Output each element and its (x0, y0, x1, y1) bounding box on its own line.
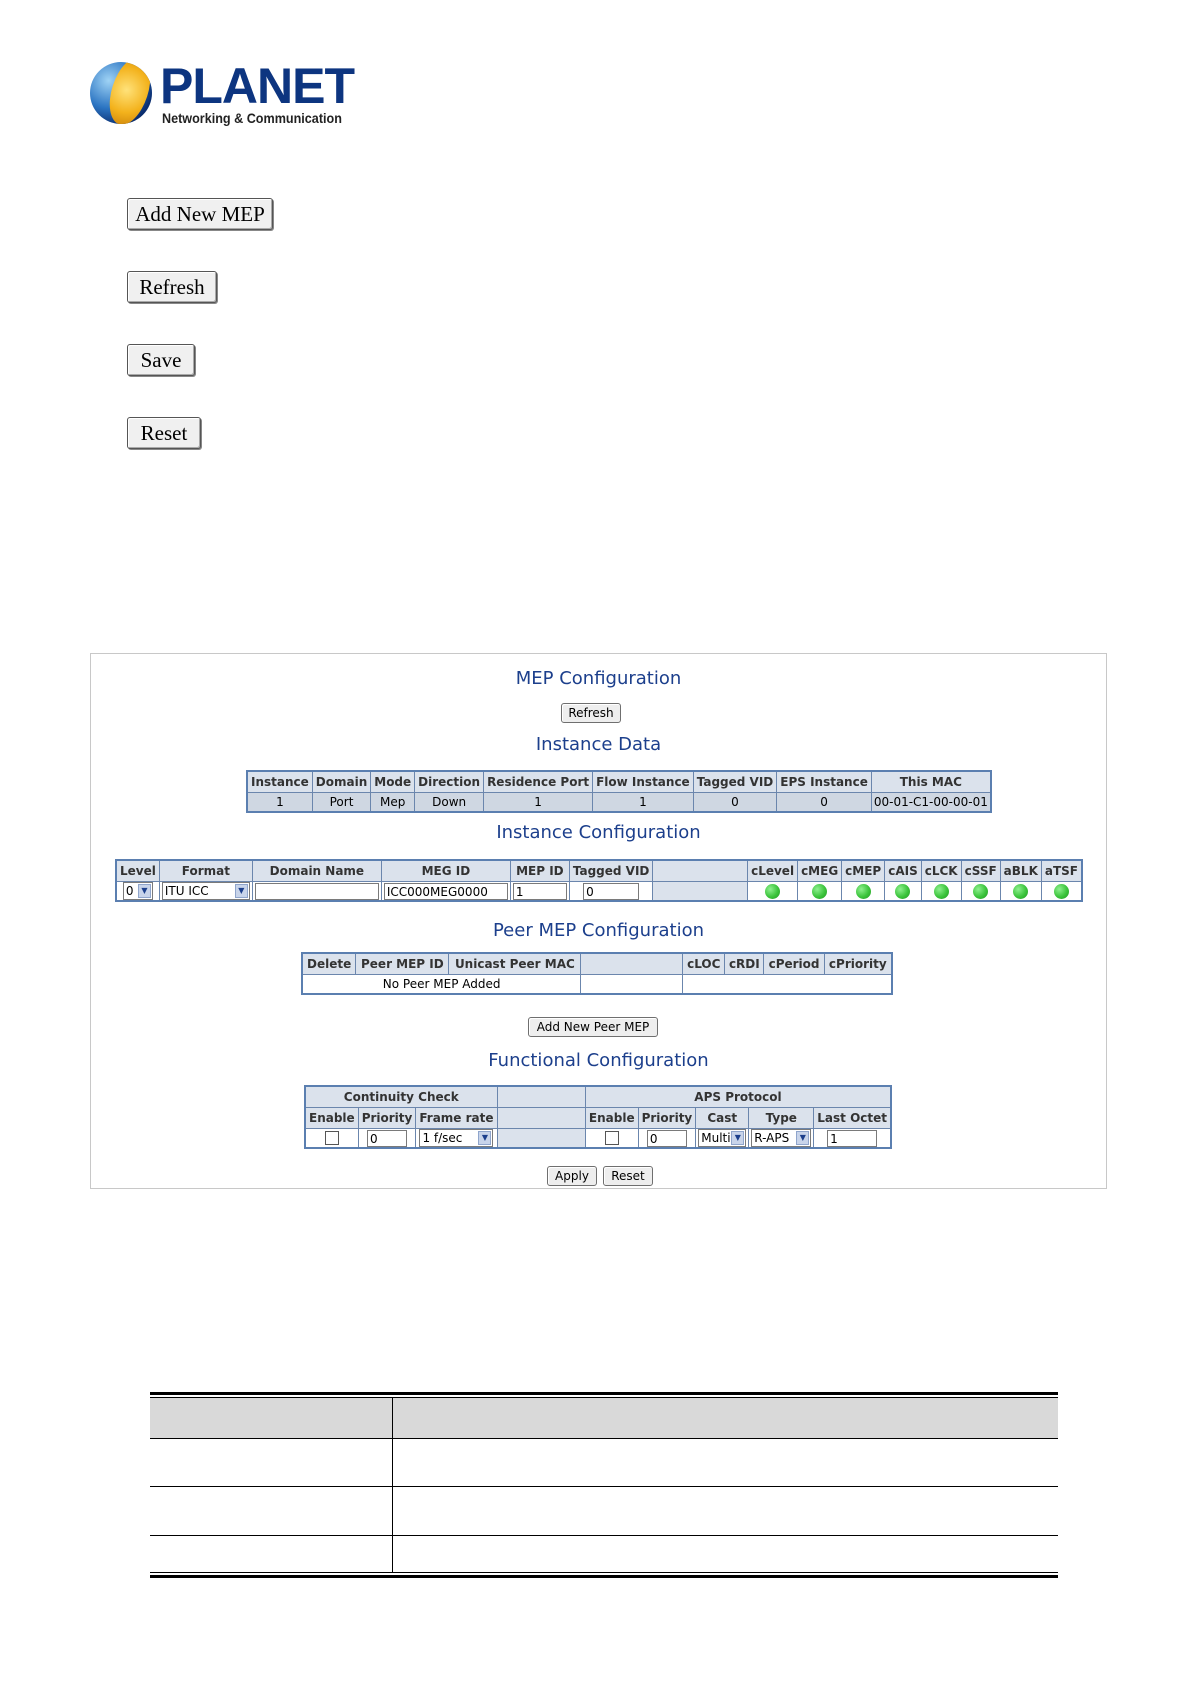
atsf-led-cell (1041, 882, 1082, 902)
reset-button[interactable]: Reset (127, 417, 201, 449)
mep-configuration-panel (90, 653, 1107, 1189)
col-header: cLCK (921, 860, 961, 882)
col-header: Mode (371, 771, 415, 793)
description-table-header (150, 1398, 1058, 1438)
status-led-icon (895, 884, 910, 899)
table-row (247, 793, 991, 813)
aps-cast-select[interactable]: Multi ▼ (698, 1129, 746, 1147)
table-cell: Down (415, 793, 484, 813)
instance-data-title: Instance Data (535, 734, 662, 755)
col-header: Priority (358, 1108, 416, 1129)
col-header: cLevel (748, 860, 798, 882)
functional-configuration-table (304, 1085, 892, 1149)
meg-id-input[interactable]: ICC000MEG0000 (384, 883, 508, 900)
cc-enable-cell (305, 1129, 358, 1149)
col-header: aTSF (1041, 860, 1082, 882)
mep-id-input[interactable]: 1 (513, 883, 567, 900)
status-led-icon (812, 884, 827, 899)
level-cell (116, 882, 159, 902)
table-cell: 0 (777, 793, 872, 813)
globe-icon (90, 62, 152, 124)
tagged-vid-cell (569, 882, 653, 902)
aps-last-octet-input[interactable]: 1 (827, 1130, 877, 1147)
col-header: MEP ID (510, 860, 569, 882)
col-header: Delete (302, 953, 356, 975)
table-cell: 00-01-C1-00-00-01 (871, 793, 991, 813)
status-led-icon (1054, 884, 1069, 899)
col-header: Tagged VID (693, 771, 777, 793)
col-header: Peer MEP ID (356, 953, 449, 975)
mep-configuration-title: MEP Configuration (515, 668, 682, 689)
table-cell: 1 (593, 793, 694, 813)
col-header-blank (581, 953, 683, 975)
table-row (116, 882, 1082, 902)
blank-cell (653, 882, 748, 902)
table-cell: Mep (371, 793, 415, 813)
table-cell: 1 (484, 793, 593, 813)
ablk-led-cell (1000, 882, 1041, 902)
mep-id-cell (510, 882, 569, 902)
tagged-vid-input[interactable]: 0 (583, 883, 639, 900)
chevron-down-icon: ▼ (796, 1131, 809, 1145)
cmeg-led-cell (798, 882, 842, 902)
blank-cell (581, 975, 683, 995)
peer-mep-table (301, 952, 893, 995)
col-header: Cast (696, 1108, 749, 1129)
aps-enable-checkbox[interactable] (605, 1131, 619, 1145)
status-led-icon (934, 884, 949, 899)
chevron-down-icon: ▼ (478, 1131, 491, 1145)
instance-data-table (246, 770, 992, 813)
planet-logo (90, 58, 354, 133)
aps-cast-cell (696, 1129, 749, 1149)
col-header: This MAC (871, 771, 991, 793)
domain-name-cell (252, 882, 381, 902)
continuity-check-header: Continuity Check (305, 1086, 497, 1108)
col-header: MEG ID (381, 860, 510, 882)
cmep-led-cell (842, 882, 885, 902)
cc-enable-checkbox[interactable] (325, 1131, 339, 1145)
cais-led-cell (885, 882, 922, 902)
col-header: Last Octet (814, 1108, 891, 1129)
col-header: Flow Instance (593, 771, 694, 793)
panel-reset-button[interactable]: Reset (603, 1166, 653, 1186)
blank-cell (683, 975, 892, 995)
col-header: Enable (585, 1108, 638, 1129)
cc-priority-cell (358, 1129, 416, 1149)
no-peer-mep-text: No Peer MEP Added (302, 975, 581, 995)
col-header: Residence Port (484, 771, 593, 793)
table-cell: Port (312, 793, 370, 813)
clck-led-cell (921, 882, 961, 902)
add-new-peer-mep-button[interactable]: Add New Peer MEP (528, 1017, 658, 1037)
aps-type-cell (749, 1129, 814, 1149)
aps-protocol-header: APS Protocol (585, 1086, 891, 1108)
peer-mep-configuration-title: Peer MEP Configuration (492, 920, 705, 941)
meg-id-cell (381, 882, 510, 902)
table-cell: 0 (693, 793, 777, 813)
blank-cell (497, 1129, 585, 1149)
table-cell: 1 (247, 793, 312, 813)
aps-type-select[interactable]: R-APS ▼ (751, 1129, 811, 1147)
logo-brand: PLANET (160, 58, 354, 114)
cssf-led-cell (961, 882, 1000, 902)
col-header: Domain (312, 771, 370, 793)
cc-frame-rate-cell (416, 1129, 497, 1149)
status-led-icon (1013, 884, 1028, 899)
col-header: Frame rate (416, 1108, 497, 1129)
logo-tagline: Networking & Communication (162, 110, 342, 126)
col-header: Format (159, 860, 252, 882)
add-new-mep-button[interactable]: Add New MEP (127, 198, 273, 230)
chevron-down-icon: ▼ (235, 884, 248, 898)
col-header: Unicast Peer MAC (449, 953, 581, 975)
level-select[interactable]: 0 ▼ (123, 882, 153, 900)
cc-priority-input[interactable]: 0 (367, 1130, 407, 1147)
col-header: cMEG (798, 860, 842, 882)
format-cell (159, 882, 252, 902)
save-button[interactable]: Save (127, 344, 195, 376)
aps-priority-cell (638, 1129, 696, 1149)
col-header: Enable (305, 1108, 358, 1129)
aps-priority-input[interactable]: 0 (647, 1130, 687, 1147)
clevel-led-cell (748, 882, 798, 902)
col-header: aBLK (1000, 860, 1041, 882)
col-header: cPriority (824, 953, 892, 975)
col-header: Priority (638, 1108, 696, 1129)
col-header-blank (497, 1086, 585, 1108)
chevron-down-icon: ▼ (731, 1131, 744, 1145)
col-header-blank (653, 860, 748, 882)
col-header: cRDI (725, 953, 764, 975)
col-header: cMEP (842, 860, 885, 882)
chevron-down-icon: ▼ (138, 884, 151, 898)
col-header: Type (749, 1108, 814, 1129)
col-header: Instance (247, 771, 312, 793)
col-header: cSSF (961, 860, 1000, 882)
cc-frame-rate-select[interactable]: 1 f/sec ▼ (419, 1129, 493, 1147)
aps-last-octet-cell (814, 1129, 891, 1149)
col-header: cPeriod (764, 953, 824, 975)
instance-configuration-table (115, 859, 1083, 902)
status-led-icon (856, 884, 871, 899)
format-select[interactable]: ITU ICC ▼ (162, 882, 250, 900)
aps-enable-cell (585, 1129, 638, 1149)
col-header: cAIS (885, 860, 922, 882)
status-led-icon (765, 884, 780, 899)
status-led-icon (973, 884, 988, 899)
table-row (302, 975, 892, 995)
domain-name-input[interactable] (255, 883, 379, 900)
col-header: Level (116, 860, 159, 882)
panel-refresh-button[interactable]: Refresh (561, 703, 621, 723)
instance-configuration-title: Instance Configuration (496, 822, 701, 843)
table-row (305, 1129, 891, 1149)
col-header: EPS Instance (777, 771, 872, 793)
apply-button[interactable]: Apply (547, 1166, 597, 1186)
col-header: Domain Name (252, 860, 381, 882)
refresh-button[interactable]: Refresh (127, 271, 217, 303)
col-header-blank (497, 1108, 585, 1129)
functional-configuration-title: Functional Configuration (488, 1050, 709, 1071)
col-header: Direction (415, 771, 484, 793)
col-header: Tagged VID (569, 860, 653, 882)
col-header: cLOC (683, 953, 725, 975)
